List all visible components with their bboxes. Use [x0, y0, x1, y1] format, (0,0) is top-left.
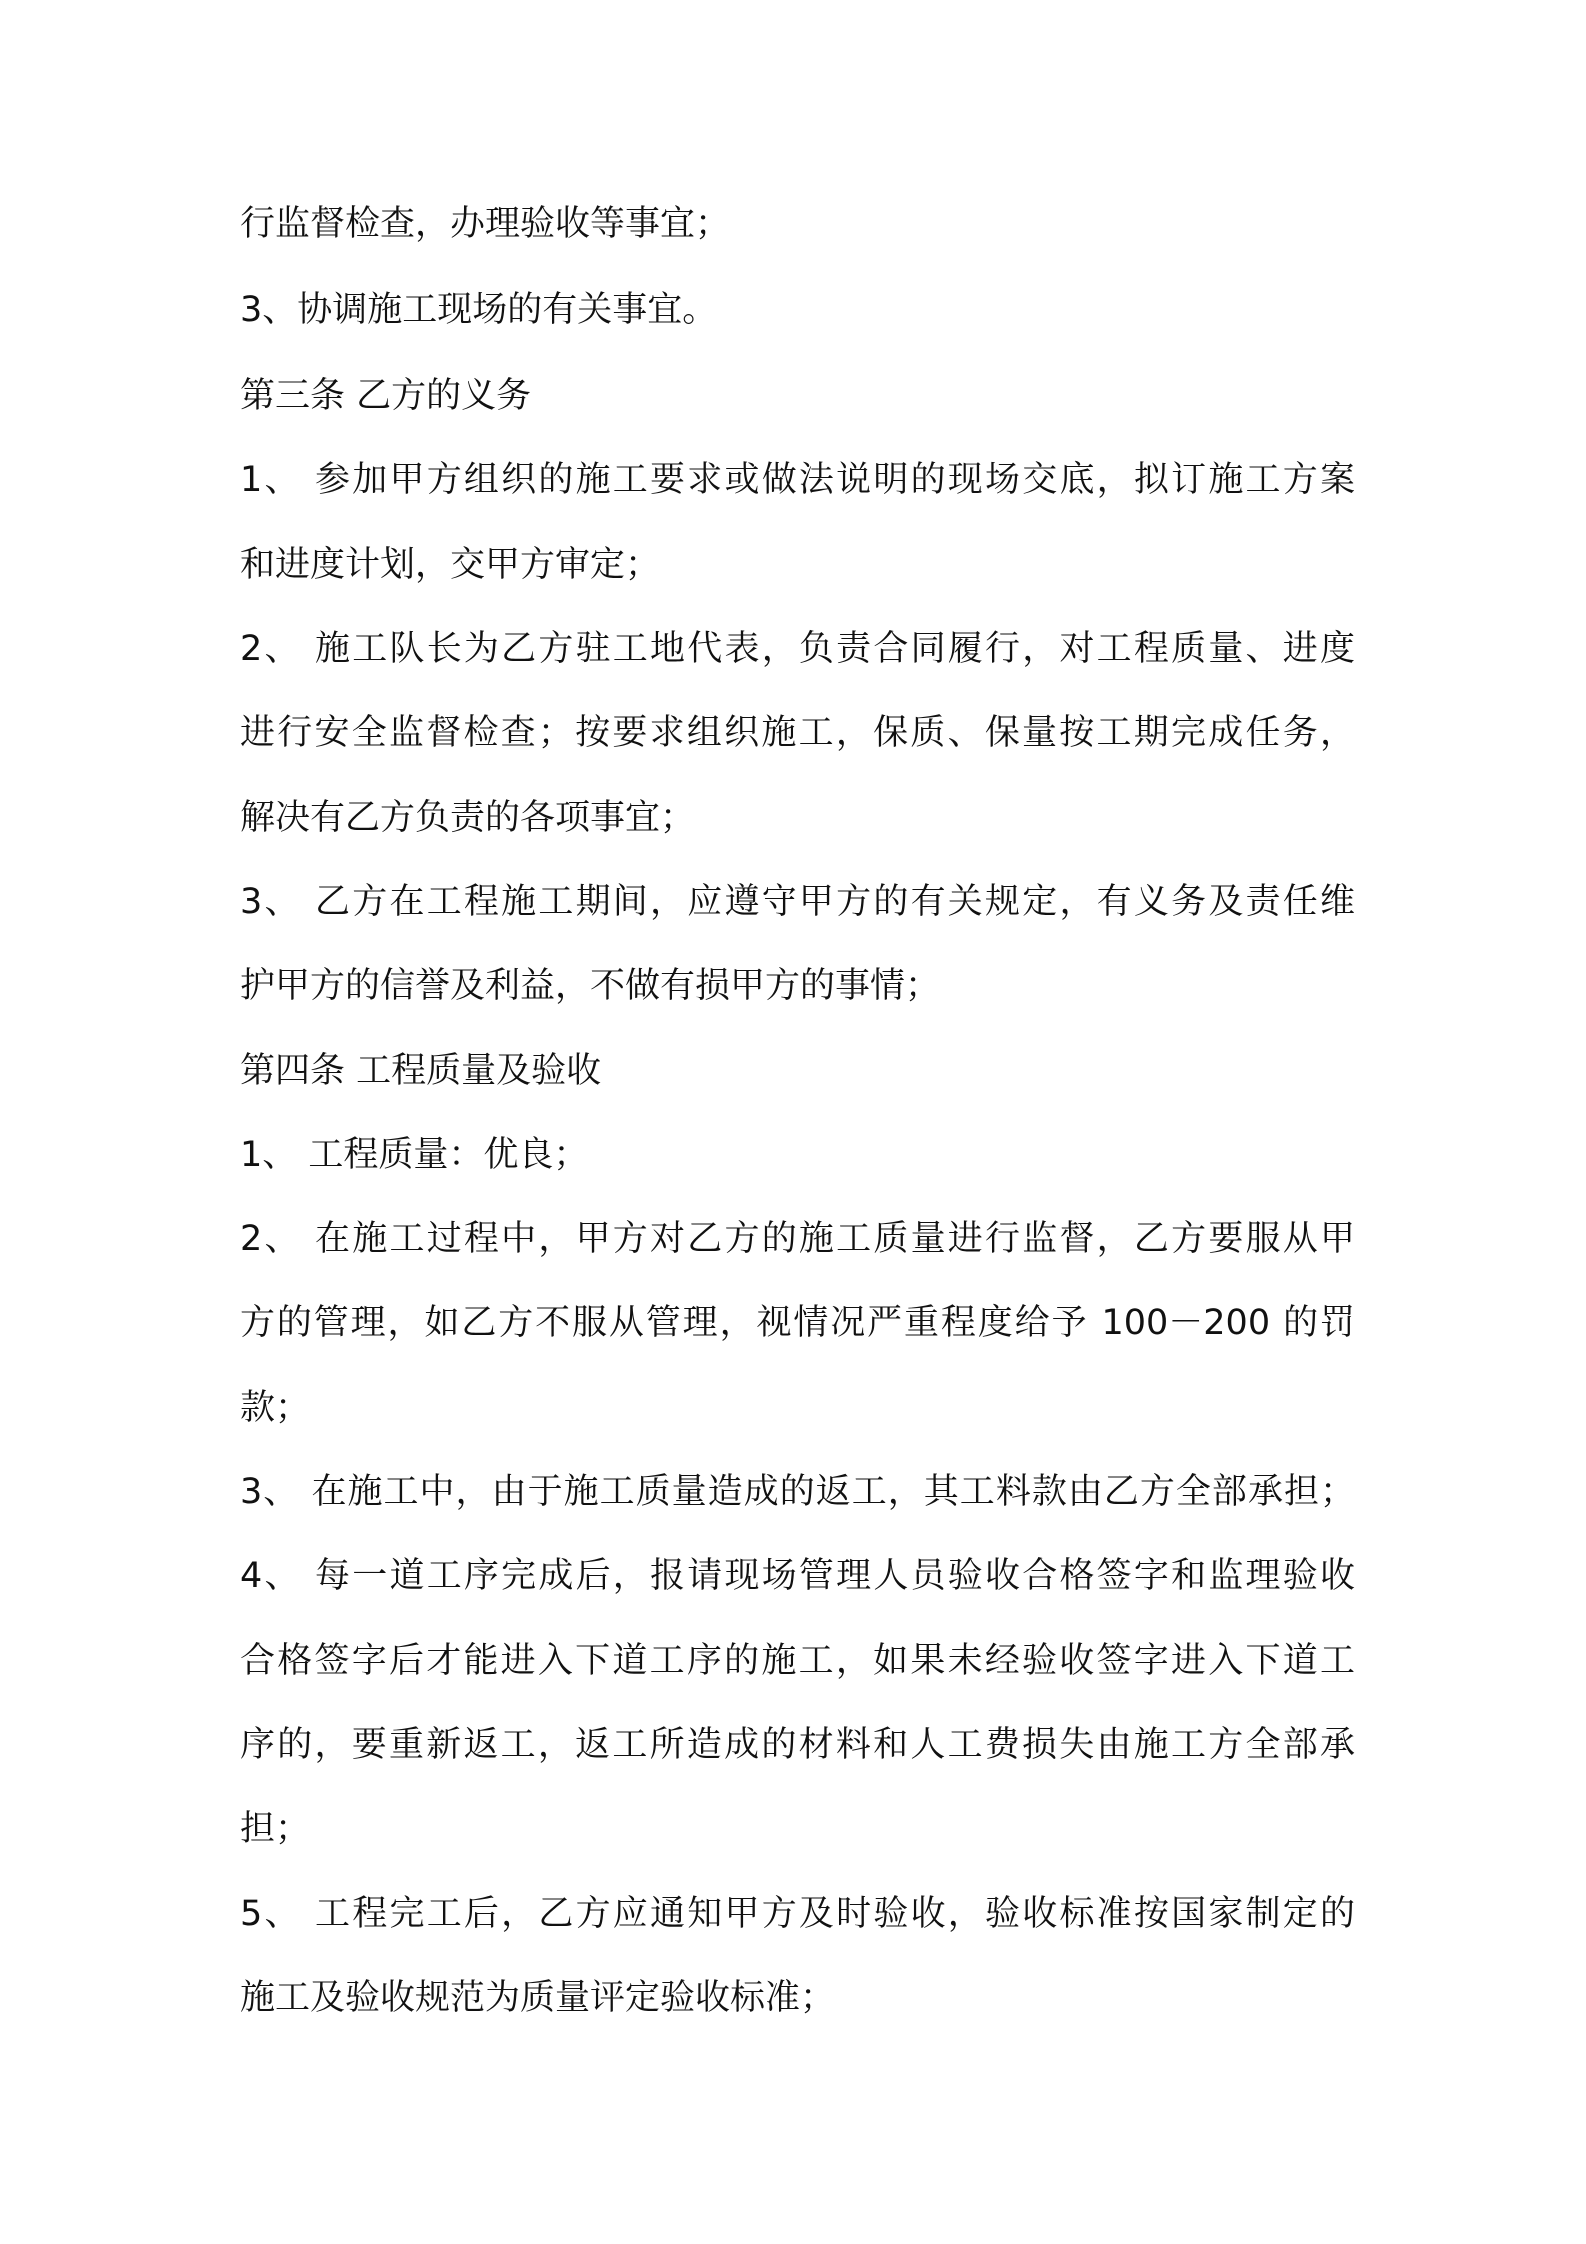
- text-line: 3、 乙方在工程施工期间，应遵守甲方的有关规定，有义务及责任维: [240, 882, 1355, 922]
- text-line: 3、协调施工现场的有关事宜。: [240, 290, 718, 330]
- text-line: 4、 每一道工序完成后，报请现场管理人员验收合格签字和监理验收: [240, 1556, 1355, 1596]
- text-line: 施工及验收规范为质量评定验收标准；: [240, 1978, 836, 2018]
- text-line: 2、 施工队长为乙方驻工地代表，负责合同履行，对工程质量、进度: [240, 629, 1355, 669]
- text-line: 合格签字后才能进入下道工序的施工，如果未经验收签字进入下道工: [240, 1641, 1355, 1681]
- text-line: 解决有乙方负责的各项事宜；: [240, 798, 696, 838]
- text-line: 1、 工程质量：优良；: [240, 1135, 589, 1175]
- text-line: 方的管理，如乙方不服从管理，视情况严重程度给予 100－200 的罚: [240, 1303, 1355, 1343]
- section-heading: 第三条 乙方的义务: [240, 376, 532, 416]
- text-line: 序的，要重新返工，返工所造成的材料和人工费损失由施工方全部承: [240, 1725, 1355, 1765]
- text-line: 和进度计划，交甲方审定；: [240, 545, 661, 585]
- text-line: 款；: [240, 1388, 311, 1428]
- section-heading: 第四条 工程质量及验收: [240, 1051, 602, 1091]
- text-line: 1、 参加甲方组织的施工要求或做法说明的现场交底，拟订施工方案: [240, 460, 1355, 500]
- text-line: 5、 工程完工后，乙方应通知甲方及时验收，验收标准按国家制定的: [240, 1894, 1355, 1934]
- text-line: 3、 在施工中，由于施工质量造成的返工，其工料款由乙方全部承担；: [240, 1472, 1355, 1512]
- text-line: 担；: [240, 1809, 311, 1849]
- text-line: 进行安全监督检查；按要求组织施工，保质、保量按工期完成任务，: [240, 713, 1355, 753]
- text-line: 行监督检查，办理验收等事宜；: [240, 204, 731, 244]
- text-line: 2、 在施工过程中，甲方对乙方的施工质量进行监督，乙方要服从甲: [240, 1219, 1355, 1259]
- text-line: 护甲方的信誉及利益，不做有损甲方的事情；: [240, 966, 941, 1006]
